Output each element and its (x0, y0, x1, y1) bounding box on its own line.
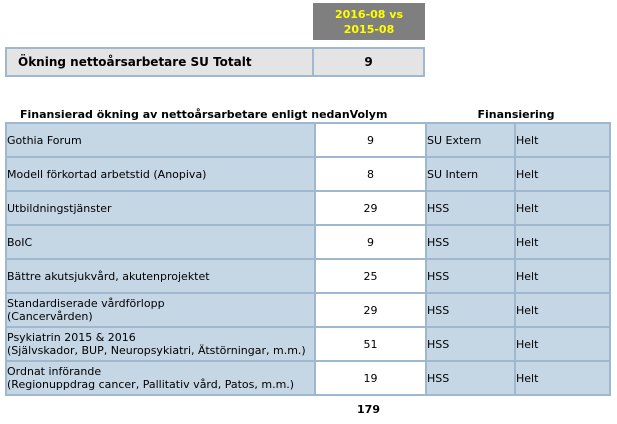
row-financing-type: Helt (515, 327, 610, 361)
row-volume: 29 (315, 293, 426, 327)
row-financing-type: Helt (515, 293, 610, 327)
row-volume: 8 (315, 157, 426, 191)
row-name-detail: (Regionuppdrag cancer, Pallitativ vård, Patos, m.m.) (7, 378, 295, 391)
financing-table (5, 122, 611, 396)
table-row (6, 225, 610, 259)
row-financing-type: Helt (515, 259, 610, 293)
row-financing-source: HSS (426, 225, 515, 259)
row-financing-source: SU Extern (426, 123, 515, 157)
row-volume: 25 (315, 259, 426, 293)
table-row (6, 191, 610, 225)
row-financing-type: Helt (515, 225, 610, 259)
row-financing-source: SU Intern (426, 157, 515, 191)
row-name: Gothia Forum (7, 133, 82, 147)
volume-header: Volym (349, 108, 388, 121)
table-row (6, 259, 610, 293)
total-label: Ökning nettoårsarbetare SU Totalt (5, 47, 314, 77)
description-header: Finansierad ökning av nettoårsarbetare enligt nedan (20, 108, 350, 121)
row-financing-source: HSS (426, 293, 515, 327)
row-financing-type: Helt (515, 123, 610, 157)
row-name-cell (6, 191, 315, 225)
row-name: Psykiatrin 2015 & 2016 (7, 331, 136, 344)
row-name-cell (6, 327, 315, 361)
row-name-cell (6, 123, 315, 157)
volume-sum: 179 (357, 403, 380, 416)
row-volume: 9 (315, 225, 426, 259)
row-name: Ordnat införande (7, 365, 102, 378)
row-name-cell (6, 225, 315, 259)
row-name-cell (6, 157, 315, 191)
row-name-detail: (Cancervården) (7, 310, 93, 323)
row-financing-source: HSS (426, 259, 515, 293)
row-name-cell (6, 259, 315, 293)
table-row (6, 327, 610, 361)
row-name-detail: (Självskador, BUP, Neuropsykiatri, Ätstörningar, m.m.) (7, 344, 306, 357)
row-name: Modell förkortad arbetstid (Anopiva) (7, 167, 207, 181)
row-financing-source: HSS (426, 327, 515, 361)
table-row (6, 123, 610, 157)
row-name: Standardiserade vårdförlopp (7, 297, 165, 310)
row-volume: 51 (315, 327, 426, 361)
period-header (313, 3, 425, 40)
row-financing-type: Helt (515, 361, 610, 395)
financing-header: Finansiering (477, 108, 555, 121)
row-name: Utbildningstjänster (7, 201, 112, 215)
period-line-2: 2015-08 (343, 22, 395, 36)
row-volume: 9 (315, 123, 426, 157)
table-row (6, 361, 610, 395)
table-row (6, 157, 610, 191)
row-financing-type: Helt (515, 191, 610, 225)
period-line-1: 2016-08 vs (334, 7, 404, 21)
row-name-cell (6, 293, 315, 327)
row-name-cell (6, 361, 315, 395)
row-name: BoIC (7, 235, 33, 249)
row-financing-type: Helt (515, 157, 610, 191)
row-volume: 29 (315, 191, 426, 225)
row-volume: 19 (315, 361, 426, 395)
row-name: Bättre akutsjukvård, akutenprojektet (7, 269, 210, 283)
table-row (6, 293, 610, 327)
total-value: 9 (312, 47, 425, 77)
row-financing-source: HSS (426, 191, 515, 225)
row-financing-source: HSS (426, 361, 515, 395)
